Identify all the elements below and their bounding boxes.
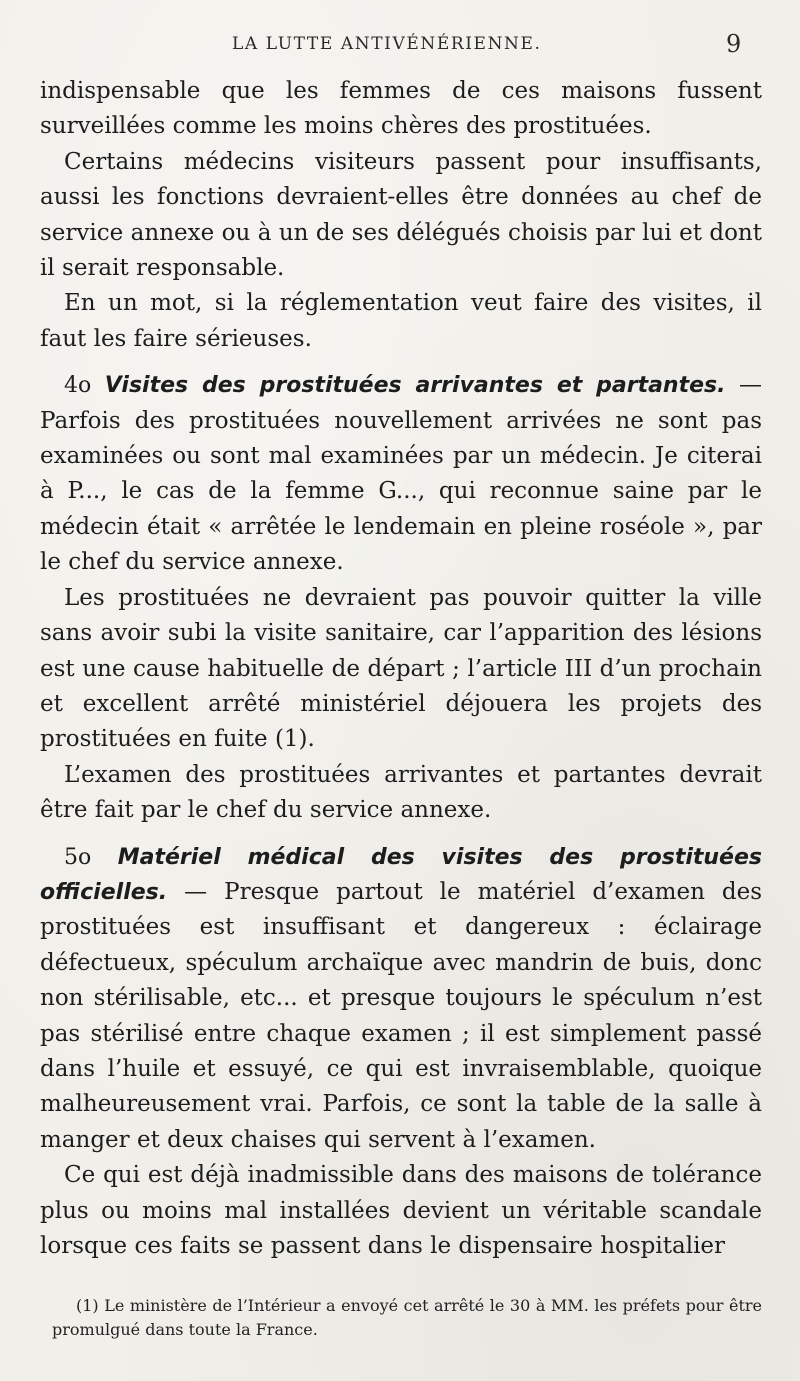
section-4-heading: Visites des prostituées arrivantes et partantes. xyxy=(104,373,726,399)
section-5-text: — Presque partout le matériel d’examen des prostituées est insuffisant et dangereux : éclairage défectueux, spéculum archaïque avec mandrin de buis, donc non stérilisable, etc... et presque toujours le spéculum n’est pas stérilisé entre chaque examen ; il est simplement passé dans l’huile et essuyé, ce qui est invraisemblable, quoique malheureusement vrai. Parfois, ce sont la table de la salle à manger et deux chaises qui servent à l’examen. xyxy=(40,878,763,1153)
running-head xyxy=(0,30,800,64)
body-text xyxy=(40,74,762,1264)
paragraph-departures: Les prostituées ne devraient pas pouvoir quitter la ville sans avoir subi la visite sanitaire, car l’apparition des lésions est une cause habituelle de départ ; l’article III d’un prochain et excellent arrêté ministériel déjouera les projets des prostituées en fuite (1). xyxy=(40,584,762,753)
paragraph-scandal: Ce qui est déjà inadmissible dans des maisons de tolérance plus ou moins mal installées devient un véritable scandale lorsque ces faits se passent dans le dispensaire hospitalier xyxy=(40,1162,762,1259)
section-5-number: 5o xyxy=(64,844,92,870)
paragraph-continued: indispensable que les femmes de ces maisons fussent surveillées comme les moins chères des prostituées. xyxy=(40,78,762,140)
paragraph-exam-responsibility: L’examen des prostituées arrivantes et partantes devrait être fait par le chef du service annexe. xyxy=(40,761,762,824)
section-4-text: — Parfois des prostituées nouvellement arrivées ne sont pas examinées ou sont mal examinées par un médecin. Je citerai à P..., le cas de la femme G..., qui reconnue saine par le médecin était « arrêtée le lendemain en pleine roséole », par le chef du service annexe. xyxy=(40,372,763,576)
section-5 xyxy=(40,840,762,1159)
footnotes xyxy=(52,1294,762,1342)
section-4-number: 4o xyxy=(64,373,92,399)
footnote-1: (1) Le ministère de l’Intérieur a envoyé cet arrêté le 30 à MM. les préfets pour être promulgué dans toute la France. xyxy=(52,1296,762,1339)
section-4 xyxy=(40,368,762,580)
paragraph-summary: En un mot, si la réglementation veut faire des visites, il faut les faire sérieuses. xyxy=(40,290,762,352)
running-title: LA LUTTE ANTIVÉNÉRIENNE. xyxy=(232,34,542,54)
section-5-heading: Matériel médical des visites des prostituées officielles. xyxy=(40,844,762,905)
paragraph-inspectors: Certains médecins visiteurs passent pour insuffisants, aussi les fonctions devraient-elles être données au chef de service annexe ou à un de ses délégués choisis par lui et dont il serait responsable. xyxy=(40,148,762,282)
page-number: 9 xyxy=(726,30,742,58)
